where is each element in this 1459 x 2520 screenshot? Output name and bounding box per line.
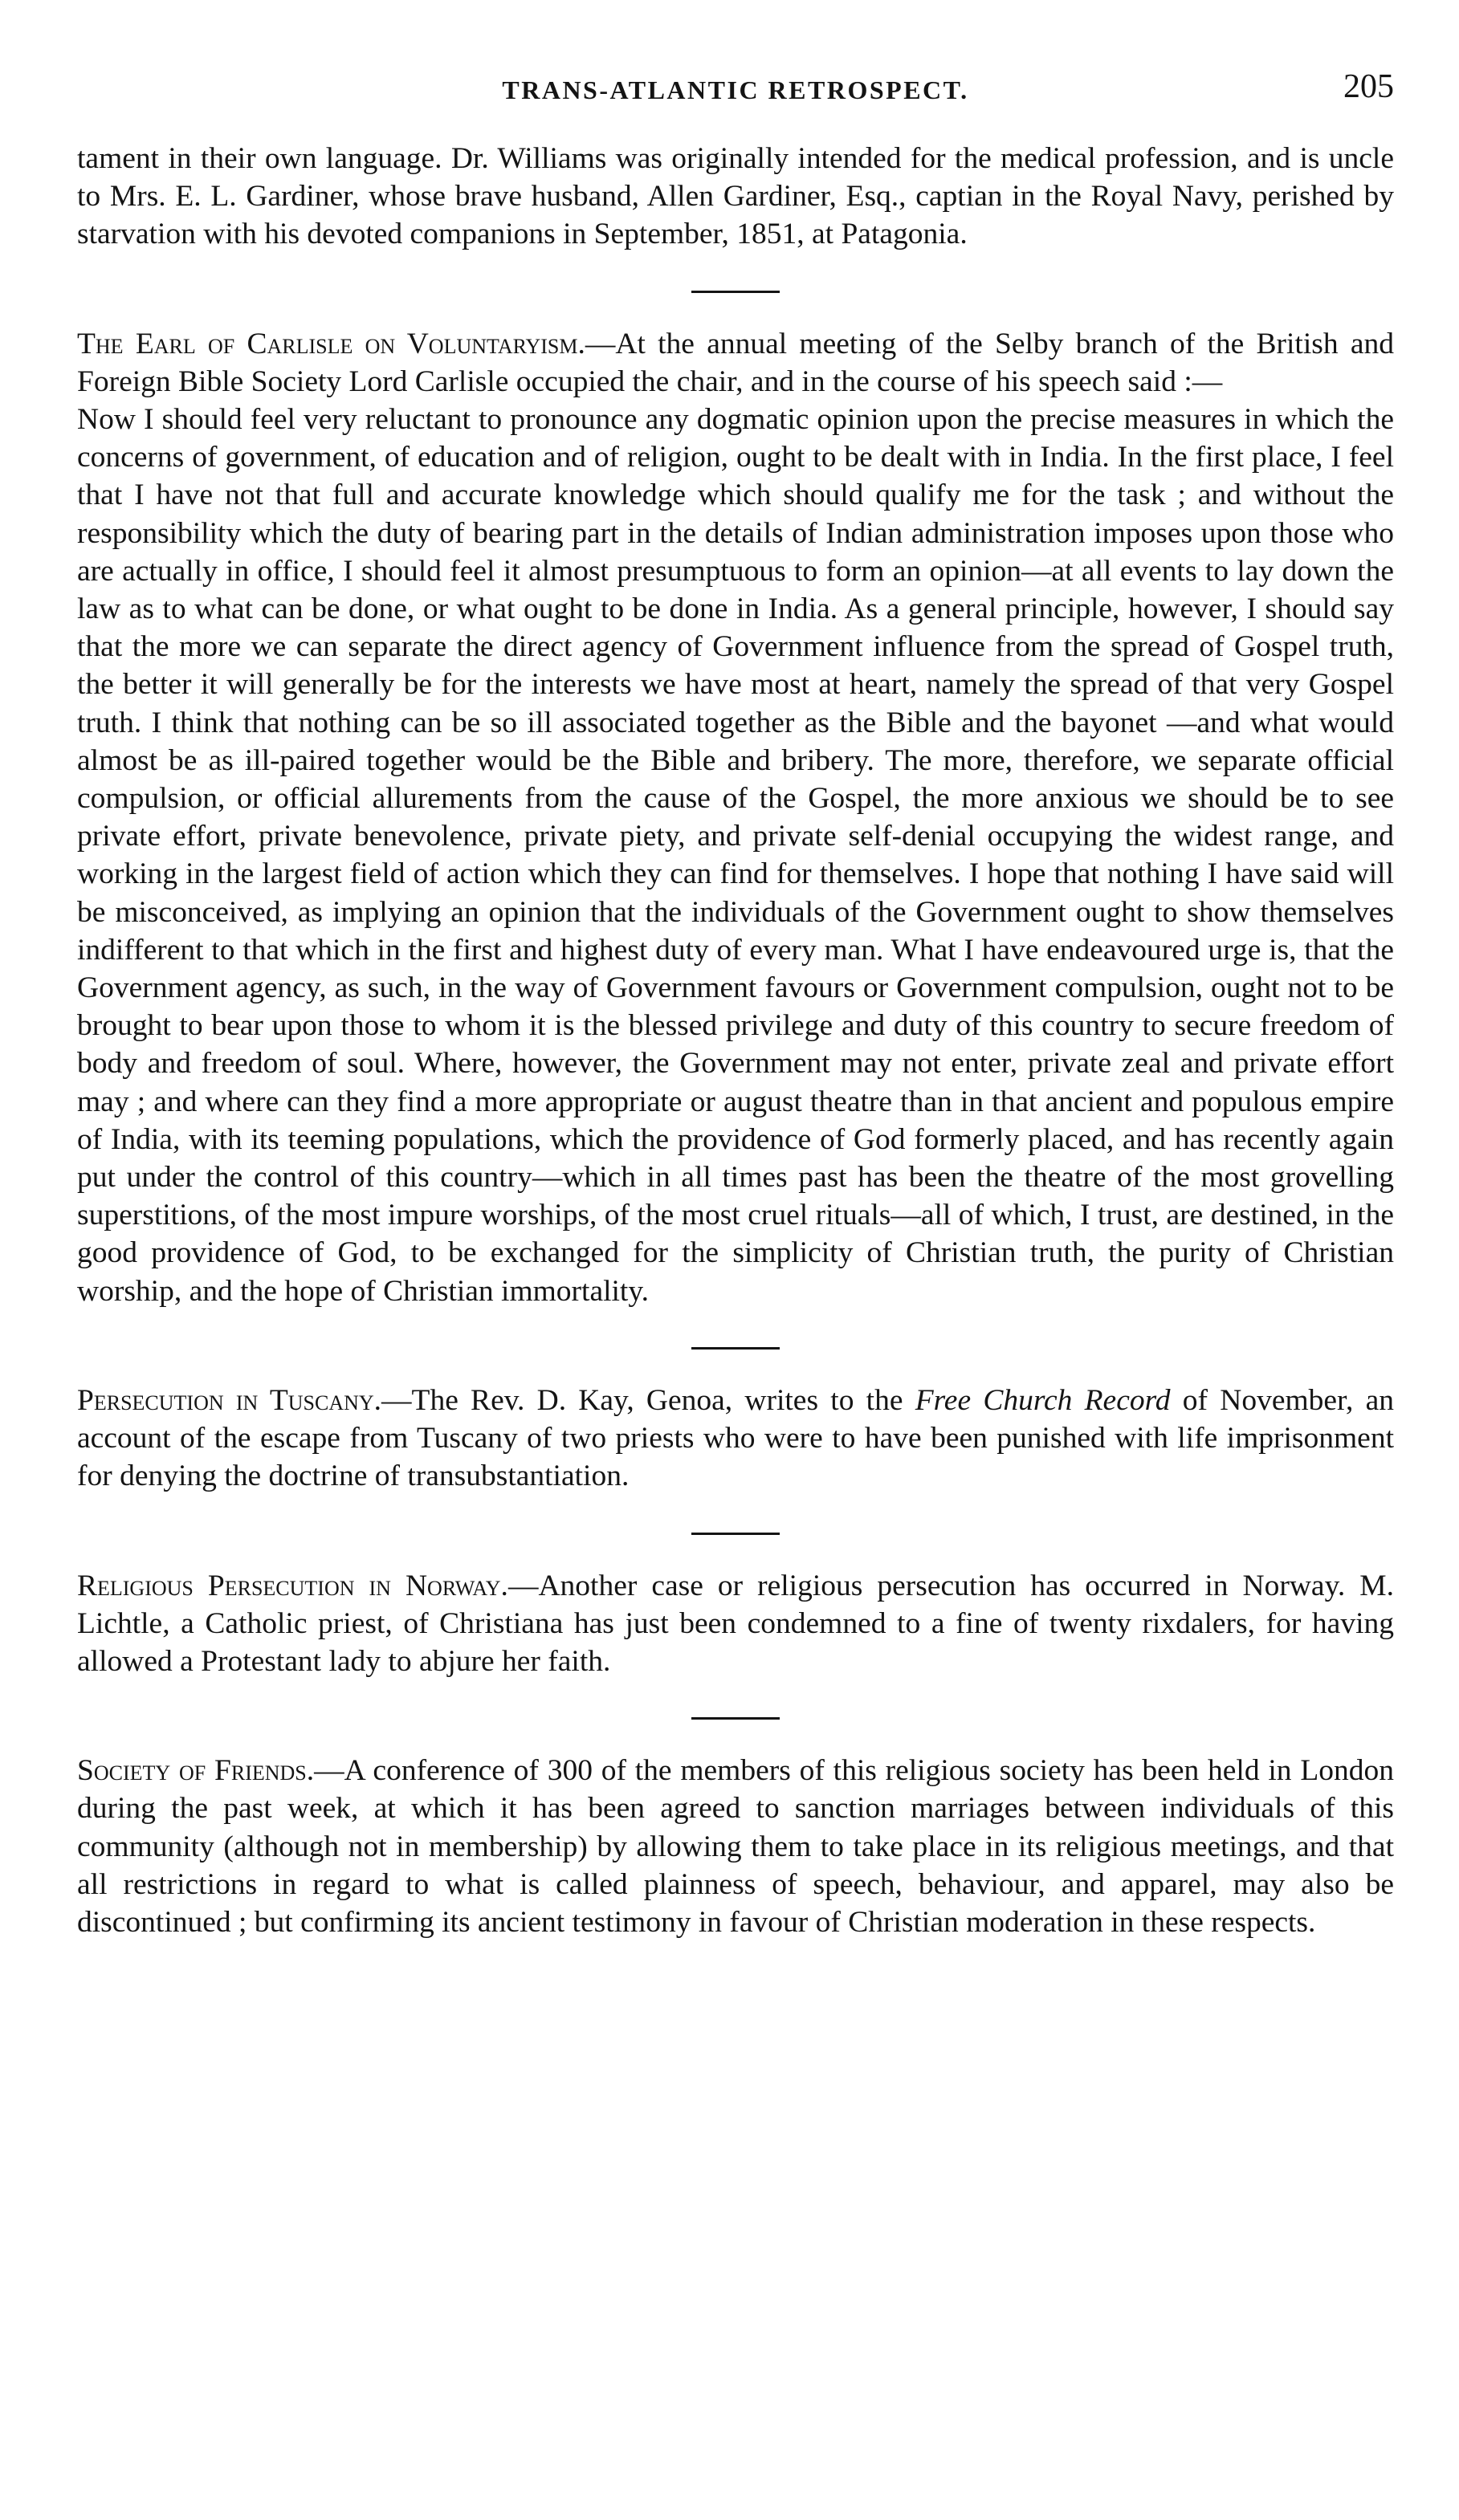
section-divider [691,291,780,293]
section-divider [691,1533,780,1535]
page-number: 205 [1343,68,1394,105]
page [77,67,1394,1941]
norway-heading: Religious Persecution in Norway. [77,1569,508,1602]
section-divider [691,1717,780,1720]
section-divider [691,1347,780,1350]
carlisle-intro-paragraph [77,325,1394,401]
friends-text: —A conference of 300 of the members of this religious society has been held in London during the past week, at which it has been agreed to sanction marriages between individuals of this community (although not in membership) by allowing them to take place in its religious meetings, and that all restrictions in regard to what is called plainness of speech, behaviour, and apparel, may also be discontinued ; but confirming its ancient testimony in favour of Christian moderation in these respects. [77,1754,1394,1939]
carlisle-speech-paragraph: Now I should feel very reluctant to pronounce any dogmatic opinion upon the precise measures in which the concerns of government, of education and of religion, ought to be dealt with in India. In the first place, I feel that I have not that full and accurate knowledge which should qualify me for the task ; and without the responsibility which the duty of bearing part in the details of Indian administration imposes upon those who are actually in office, I should feel it almost presumptuous to form an opinion—at all events to lay down the law as to what can be done, or what ought to be done in India. As a general principle, however, I should say that the more we can separate the direct agency of Government influence from the spread of Gospel truth, the better it will generally be for the interests we have most at heart, namely the spread of that very Gospel truth. I think that nothing can be so ill associated together as the Bible and the bayonet —and what would almost be as ill-paired together would be the Bible and bribery. The more, therefore, we separate official compulsion, or official allurements from the cause of the Gospel, the more anxious we should be to see private effort, private benevolence, private piety, and private self-denial occupying the widest range, and working in the largest field of action which they can find for themselves. I hope that nothing I have said will be misconceived, as implying an opinion that the individuals of the Government ought to show themselves indifferent to that which in the first and highest duty of every man. What I have endeavoured urge is, that the Government agency, as such, in the way of Government favours or Government compulsion, ought not to be brought to bear upon those to whom it is the blessed privilege and duty of this country to secure freedom of body and freedom of soul. Where, however, the Government may not enter, private zeal and private effort may ; and where can they find a more appropriate or august theatre than in that ancient and populous empire of India, with its teeming populations, which the providence of God formerly placed, and has recently again put under the control of this country—which in all times past has been the theatre of the most grovelling superstitions, of the most impure worships, of the most cruel rituals—all of which, I trust, are destined, in the good providence of God, to be exchanged for the simplicity of Christian truth, the purity of Christian worship, and the hope of Christian immortality. [77,403,1394,1308]
running-title: TRANS-ATLANTIC RETROSPECT. [502,75,969,104]
tuscany-paragraph [77,1382,1394,1496]
tuscany-text-after: of November, an account of the escape from Tuscany of two priests who were to have been punished with life imprisonment for denying the doctrine of transubstantiation. [77,1383,1395,1493]
williams-continuation-paragraph: tament in their own language. Dr. Williams was originally intended for the medical profession, and is uncle to Mrs. E. L. Gardiner, whose brave husband, Allen Gardiner, Esq., captian in the Royal Navy, perished by starvation with his devoted companions in September, 1851, at Patagonia. [77,142,1394,251]
friends-paragraph [77,1752,1394,1941]
carlisle-heading: The Earl of Carlisle on Voluntaryism. [77,327,585,360]
tuscany-heading: Persecution in Tuscany. [77,1383,382,1417]
tuscany-text-before: —The Rev. D. Kay, Genoa, writes to the [381,1383,915,1417]
norway-text: —Another case or religious persecution has occurred in Norway. M. Lichtle, a Catholic priest, of Christiana has just been condemned to a fine of twenty rixdalers, for having allowed a Protestant lady to abjure her faith. [77,1569,1394,1678]
running-head [77,67,1394,119]
carlisle-intro-text: —At the annual meeting of the Selby branch of the British and Foreign Bible Society Lord Carlisle occupied the chair, and in the course of his speech said :— [77,327,1394,398]
friends-heading: Society of Friends. [77,1754,315,1788]
norway-paragraph [77,1567,1394,1681]
newspaper-title: Free Church Record [915,1383,1171,1417]
